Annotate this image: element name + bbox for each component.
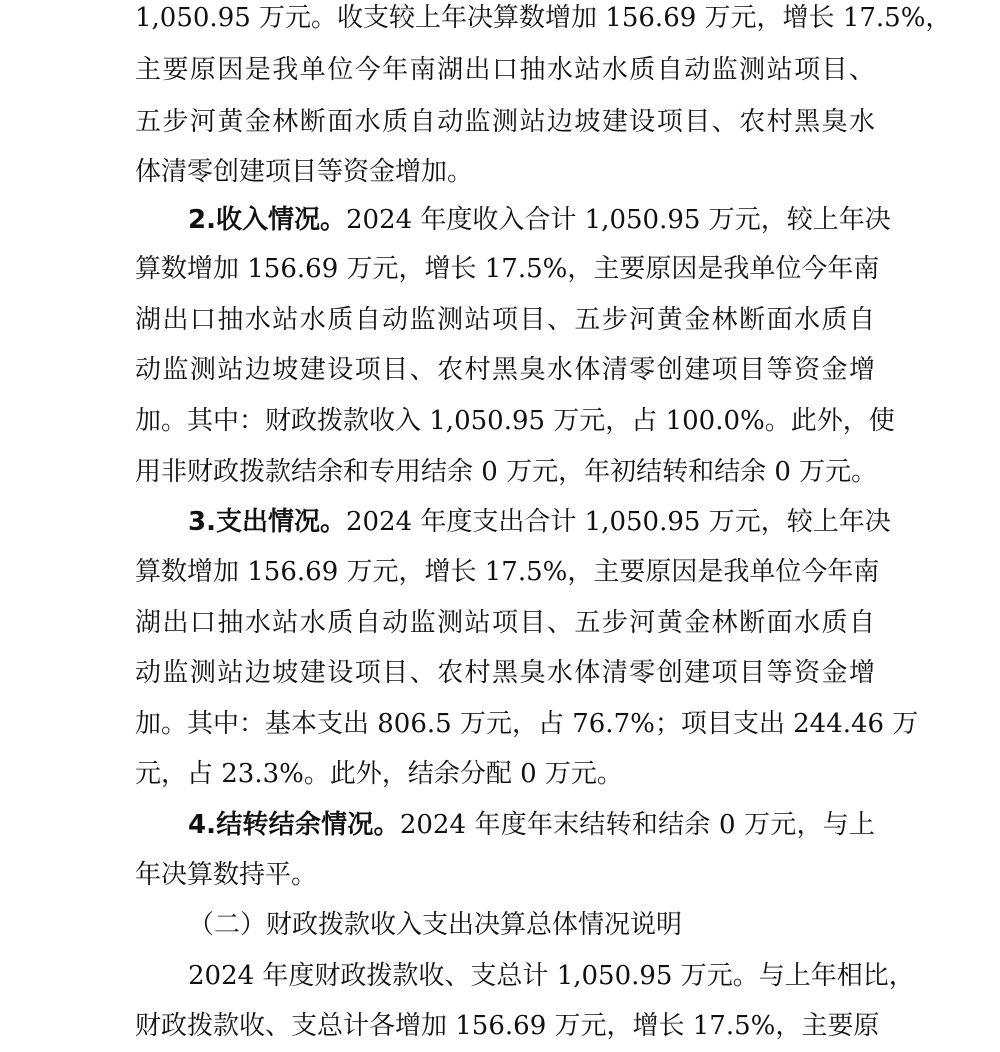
- paragraph-line: 算数增加 156.69 万元，增长 17.5%，主要原因是我单位今年南: [135, 254, 880, 284]
- paragraph-line: 加。其中：财政拨款收入 1,050.95 万元，占 100.0%。此外，使: [135, 406, 895, 436]
- paragraph-line: 体清零创建项目等资金增加。: [135, 157, 474, 187]
- paragraph-line: 五步河黄金林断面水质自动监测站边坡建设项目、农村黑臭水: [135, 107, 875, 137]
- section-heading-carryover: 4.结转结余情况。: [188, 810, 400, 840]
- paragraph-first-line: [188, 799, 875, 851]
- paragraph-line: 动监测站边坡建设项目、农村黑臭水体清零创建项目等资金增: [135, 658, 875, 688]
- section-title: （二）财政拨款收入支出决算总体情况说明: [188, 910, 683, 940]
- paragraph-line: 用非财政拨款结余和专用结余 0 万元，年初结转和结余 0 万元。: [135, 457, 878, 487]
- paragraph-line: 元，占 23.3%。此外，结余分配 0 万元。: [135, 759, 623, 789]
- paragraph-line: 年决算数持平。: [135, 860, 318, 890]
- paragraph-line: 财政拨款收、支总计各增加 156.69 万元，增长 17.5%，主要原: [135, 1011, 880, 1041]
- paragraph-line: 湖出口抽水站水质自动监测站项目、五步河黄金林断面水质自: [135, 608, 875, 638]
- section-heading-expense: 3.支出情况。: [188, 507, 346, 537]
- section-heading-income: 2.收入情况。: [188, 205, 346, 235]
- paragraph-text: 2024 年度支出合计 1,050.95 万元，较上年决: [345, 507, 891, 537]
- paragraph-first-line: [188, 496, 891, 548]
- paragraph-text: 2024 年度收入合计 1,050.95 万元，较上年决: [345, 205, 891, 235]
- paragraph-text: 2024 年度年末结转和结余 0 万元，与上: [399, 810, 875, 840]
- paragraph-line: 主要原因是我单位今年南湖出口抽水站水质自动监测站项目、: [135, 55, 875, 85]
- paragraph-line: 1,050.95 万元。收支较上年决算数增加 156.69 万元，增长 17.5%，: [135, 3, 952, 33]
- paragraph-line: 加。其中：基本支出 806.5 万元，占 76.7%；项目支出 244.46 万: [135, 709, 919, 739]
- paragraph-line: 算数增加 156.69 万元，增长 17.5%，主要原因是我单位今年南: [135, 557, 880, 587]
- paragraph-first-line: 2024 年度财政拨款收、支总计 1,050.95 万元。与上年相比，: [188, 961, 915, 991]
- paragraph-first-line: [188, 194, 891, 246]
- paragraph-line: 动监测站边坡建设项目、农村黑臭水体清零创建项目等资金增: [135, 355, 875, 385]
- paragraph-line: 湖出口抽水站水质自动监测站项目、五步河黄金林断面水质自: [135, 305, 875, 335]
